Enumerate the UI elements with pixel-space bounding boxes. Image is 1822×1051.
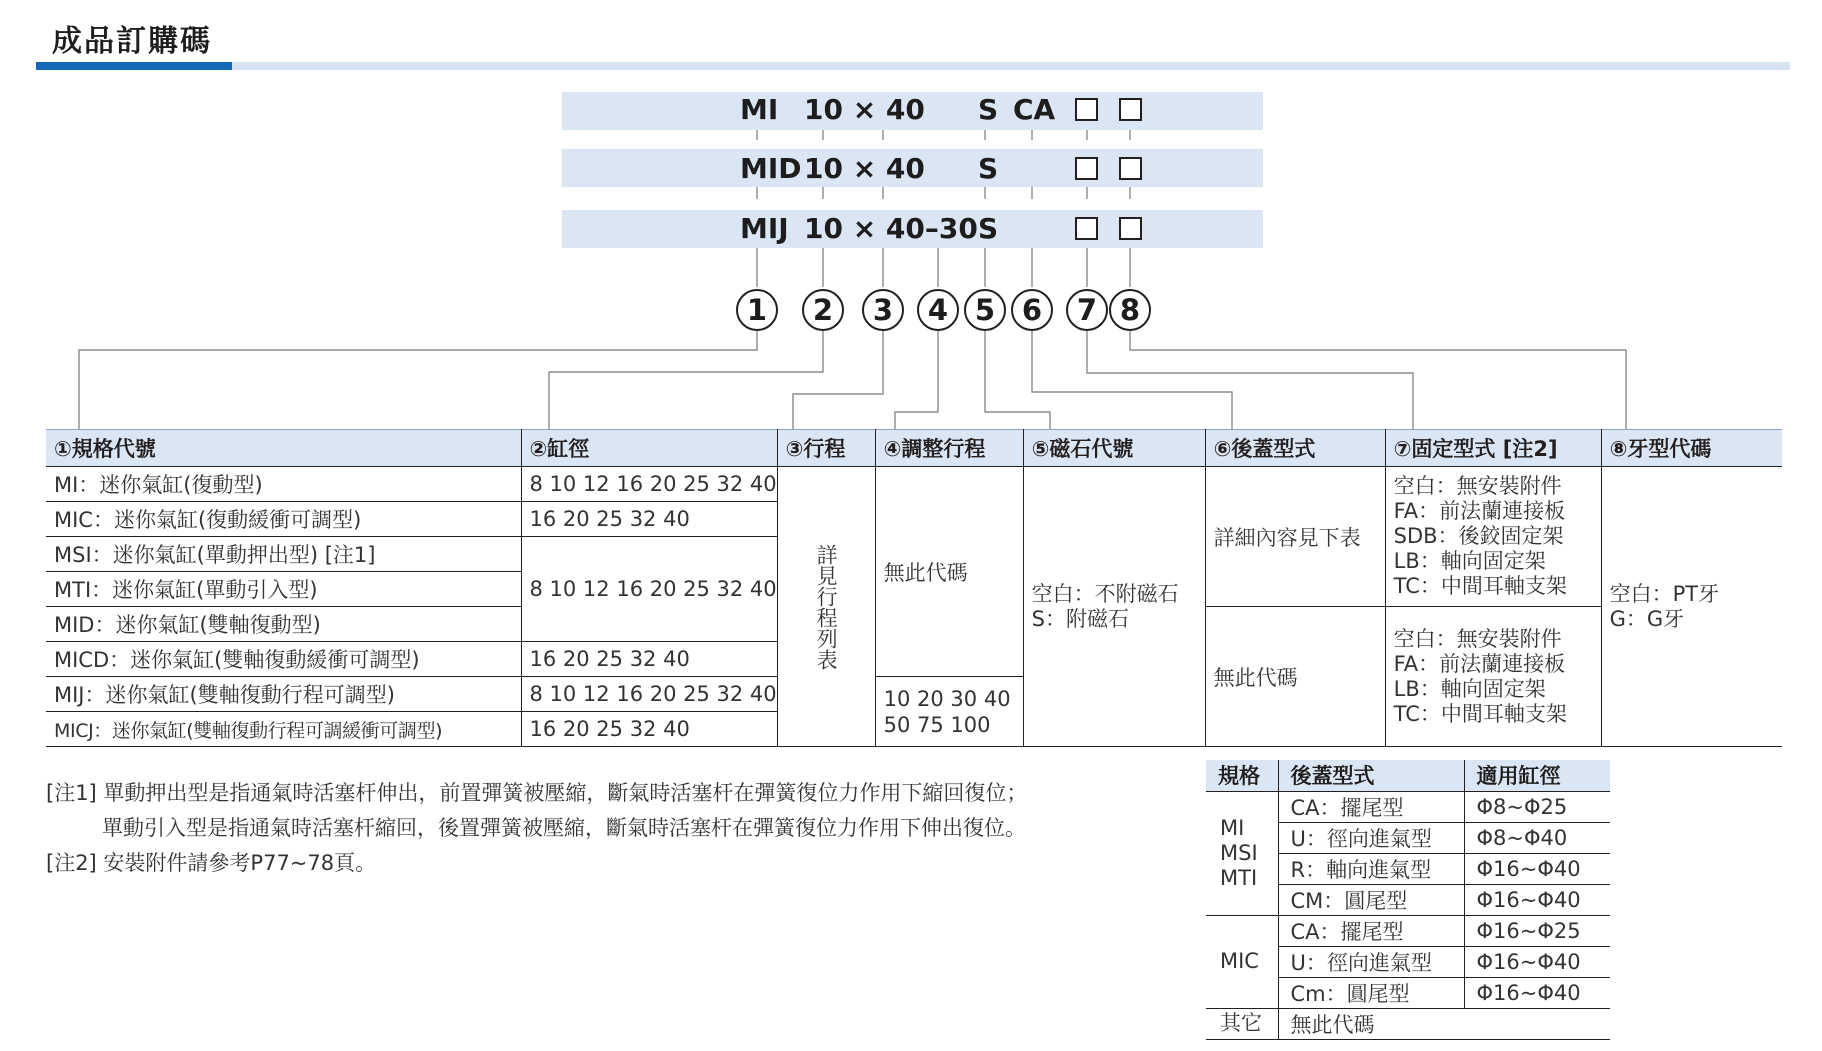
group-spec-cell: MIC — [1206, 915, 1278, 1008]
cover-type-cell: U：徑向進氣型 — [1278, 946, 1464, 977]
cover-type-cell: CA：擺尾型 — [1278, 791, 1464, 822]
code-magnet-mid: S — [978, 152, 999, 185]
bore-range-cell: Φ8~Φ25 — [1464, 791, 1610, 822]
bore-cell: 16 20 25 32 40 — [521, 712, 777, 747]
bore-cell: 16 20 25 32 40 — [521, 502, 777, 537]
rear-cover-table — [1206, 760, 1610, 1040]
position-marker-7: 7 — [1066, 289, 1108, 331]
position-marker-5: 5 — [964, 289, 1006, 331]
bore-range-cell: Φ16~Φ40 — [1464, 884, 1610, 915]
code-placeholder-box — [1075, 217, 1098, 240]
footnotes — [46, 776, 1027, 881]
order-code-spec-table — [46, 429, 1782, 747]
mount-options-b-cell: 空白：無安裝附件 FA：前法蘭連接板 LB：軸向固定架 TC：中間耳軸支架 — [1385, 607, 1601, 747]
magnet-cell: 空白：不附磁石 S：附磁石 — [1023, 467, 1205, 747]
group-spec-cell: MI MSI MTI — [1206, 791, 1278, 915]
position-marker-8: 8 — [1109, 289, 1151, 331]
code-size-mi: 10 × 40 — [804, 93, 925, 126]
bore-range-cell: Φ8~Φ40 — [1464, 822, 1610, 853]
note-2: [注2] 安裝附件請參考P77~78頁。 — [46, 851, 377, 875]
model-cell: MTI：迷你氣缸(單動引入型) — [46, 572, 521, 607]
code-prefix-mid: MID — [740, 152, 802, 185]
header-rear-cover: ⑥後蓋型式 — [1205, 430, 1385, 467]
cover-header-row — [1206, 760, 1610, 791]
header-cover-type: 後蓋型式 — [1278, 760, 1464, 791]
header-mount: ⑦固定型式 [注2] — [1385, 430, 1601, 467]
code-size-mid: 10 × 40 — [804, 152, 925, 185]
model-cell: MICD：迷你氣缸(雙軸復動緩衝可調型) — [46, 642, 521, 677]
cover-type-cell: CA：擺尾型 — [1278, 915, 1464, 946]
bore-cell: 16 20 25 32 40 — [521, 642, 777, 677]
code-placeholder-box — [1119, 217, 1142, 240]
stroke-cell: 詳見行程列表 — [777, 467, 875, 747]
code-mount-mi: CA — [1013, 93, 1056, 126]
header-stroke: ③行程 — [777, 430, 875, 467]
model-cell: MIC：迷你氣缸(復動緩衝可調型) — [46, 502, 521, 537]
cover-type-cell: R：軸向進氣型 — [1278, 853, 1464, 884]
code-placeholder-box — [1119, 157, 1142, 180]
cover-type-cell: 無此代碼 — [1278, 1008, 1610, 1039]
spec-header-row — [46, 430, 1782, 467]
table-row — [1206, 1008, 1610, 1039]
code-placeholder-box — [1075, 157, 1098, 180]
table-row — [46, 467, 1782, 502]
model-cell: MI：迷你氣缸(復動型) — [46, 467, 521, 502]
bore-range-cell: Φ16~Φ40 — [1464, 853, 1610, 884]
code-placeholder-box — [1119, 98, 1142, 121]
position-marker-4: 4 — [917, 289, 959, 331]
code-prefix-mi: MI — [740, 93, 779, 126]
cover-type-cell: CM：圓尾型 — [1278, 884, 1464, 915]
position-marker-3: 3 — [862, 289, 904, 331]
cover-type-cell: U：徑向進氣型 — [1278, 822, 1464, 853]
adjust-none-cell: 無此代碼 — [875, 467, 1023, 677]
rear-cover-none-cell: 無此代碼 — [1205, 607, 1385, 747]
bore-cell: 8 10 12 16 20 25 32 40 — [521, 537, 777, 642]
header-model-code: ①規格代號 — [46, 430, 521, 467]
code-magnet-mi: S — [978, 93, 999, 126]
group-spec-cell: 其它 — [1206, 1008, 1278, 1039]
note-1-continued: 單動引入型是指通氣時活塞杆縮回，後置彈簧被壓縮，斷氣時活塞杆在彈簧復位力作用下伸出復位。 — [102, 816, 1026, 840]
rear-cover-detail-cell: 詳細內容見下表 — [1205, 467, 1385, 607]
position-marker-1: 1 — [736, 289, 778, 331]
header-magnet: ⑤磁石代號 — [1023, 430, 1205, 467]
model-cell: MID：迷你氣缸(雙軸復動型) — [46, 607, 521, 642]
position-marker-2: 2 — [802, 289, 844, 331]
model-cell: MICJ：迷你氣缸(雙軸復動行程可調緩衝可調型) — [46, 712, 521, 747]
bore-cell: 8 10 12 16 20 25 32 40 — [521, 467, 777, 502]
model-cell: MSI：迷你氣缸(單動押出型) [注1] — [46, 537, 521, 572]
position-marker-6: 6 — [1011, 289, 1053, 331]
bore-range-cell: Φ16~Φ25 — [1464, 915, 1610, 946]
table-row — [1206, 915, 1610, 946]
code-magnet-mij: S — [978, 212, 999, 245]
model-cell: MIJ：迷你氣缸(雙軸復動行程可調型) — [46, 677, 521, 712]
page-title: 成品訂購碼 — [52, 24, 212, 59]
bore-cell: 8 10 12 16 20 25 32 40 — [521, 677, 777, 712]
header-spec: 規格 — [1206, 760, 1278, 791]
note-1: [注1] 單動押出型是指通氣時活塞杆伸出，前置彈簧被壓縮，斷氣時活塞杆在彈簧復位力作用下縮回復位； — [46, 781, 1028, 805]
header-applicable-bore: 適用缸徑 — [1464, 760, 1610, 791]
header-adjust-stroke: ④調整行程 — [875, 430, 1023, 467]
mount-options-a-cell: 空白：無安裝附件 FA：前法蘭連接板 SDB：後鉸固定架 LB：軸向固定架 TC：中間耳軸支架 — [1385, 467, 1601, 607]
code-placeholder-box — [1075, 98, 1098, 121]
header-thread: ⑧牙型代碼 — [1601, 430, 1782, 467]
cover-type-cell: Cm：圓尾型 — [1278, 977, 1464, 1008]
thread-cell: 空白：PT牙 G：G牙 — [1601, 467, 1782, 747]
table-row — [1206, 791, 1610, 822]
code-prefix-mij: MIJ — [740, 212, 789, 245]
header-bore: ②缸徑 — [521, 430, 777, 467]
code-size-mij: 10 × 40–30 — [804, 212, 978, 245]
bore-range-cell: Φ16~Φ40 — [1464, 946, 1610, 977]
bore-range-cell: Φ16~Φ40 — [1464, 977, 1610, 1008]
adjust-values-cell: 10 20 30 40 50 75 100 — [875, 677, 1023, 747]
